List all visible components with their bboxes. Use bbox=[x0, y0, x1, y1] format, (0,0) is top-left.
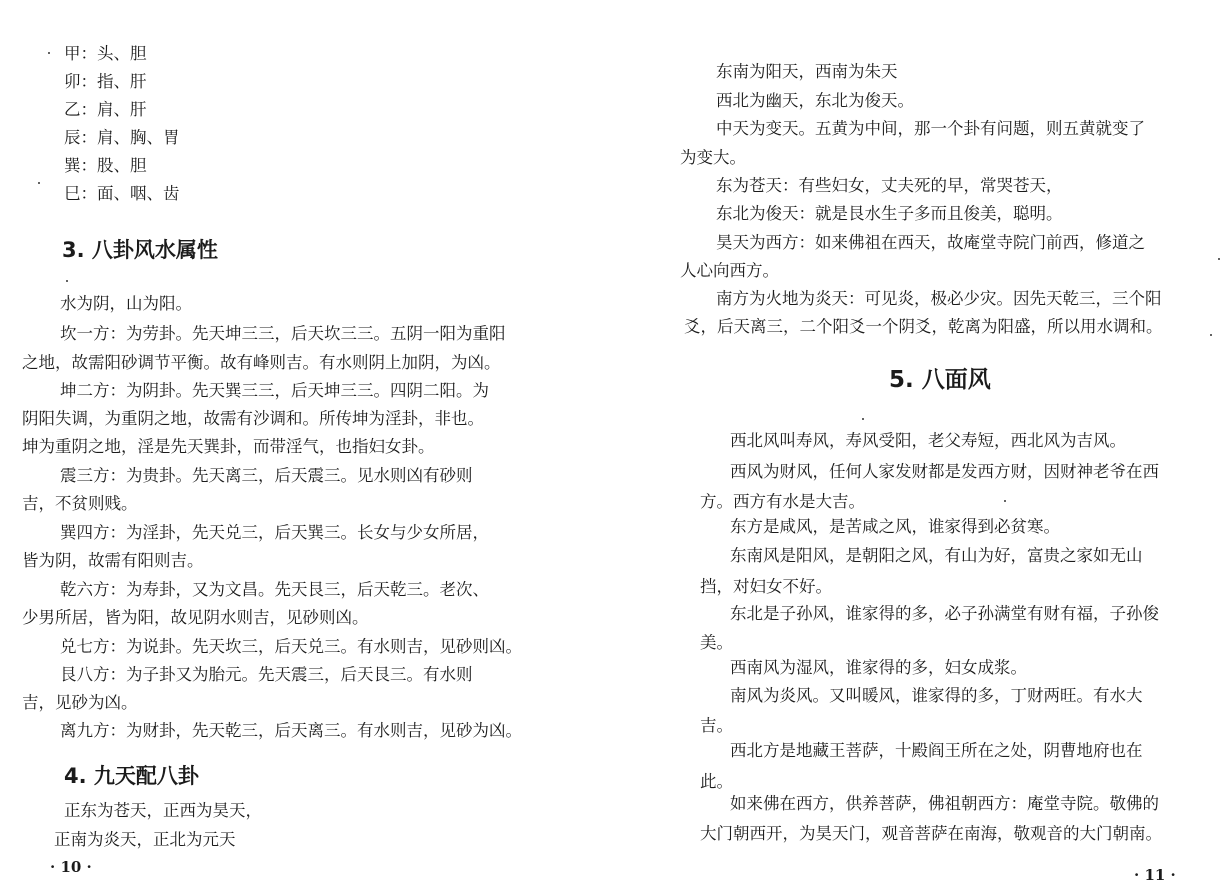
paragraph-line: 东北为俊天：就是艮水生子多而且俊美，聪明。 bbox=[716, 204, 1063, 223]
paragraph-line: 爻，后天离三，二个阳爻一个阴爻，乾离为阳盛，所以用水调和。 bbox=[684, 317, 1163, 336]
paragraph-line: 西北为幽天，东北为俊天。 bbox=[716, 91, 914, 110]
paragraph-line: 方。西方有水是大吉。 bbox=[700, 492, 865, 511]
paragraph-line: 此。 bbox=[700, 772, 733, 791]
paragraph-line: 巽四方：为淫卦，先天兑三，后天巽三。长女与少女所居， bbox=[60, 523, 489, 542]
paragraph-line: 南风为炎风。又叫暖风，谁家得的多，丁财两旺。有水大 bbox=[730, 686, 1143, 705]
paragraph-line: 吉，不贫则贱。 bbox=[22, 494, 138, 513]
paragraph-line: 东为苍天：有些妇女，丈夫死的早，常哭苍天， bbox=[716, 176, 1063, 195]
page-number-right: · 11 · bbox=[1134, 866, 1176, 884]
paragraph-line: 东北是子孙风，谁家得的多，必子孙满堂有财有福，子孙俊 bbox=[730, 604, 1159, 623]
paragraph-line: 少男所居，皆为阳，故见阴水则吉，见砂则凶。 bbox=[22, 608, 369, 627]
section-3-heading: 3. 八卦风水属性 bbox=[62, 238, 218, 262]
paragraph-line: 坎一方：为劳卦。先天坤三三，后天坎三三。五阴一阳为重阳 bbox=[60, 324, 506, 343]
paragraph-line: 乾六方：为寿卦，又为文昌。先天艮三，后天乾三。老次、 bbox=[60, 580, 489, 599]
paragraph-line: 大门朝西开，为昊天门，观音菩萨在南海，敬观音的大门朝南。 bbox=[700, 824, 1162, 843]
paragraph-line: 震三方：为贵卦。先天离三，后天震三。见水则凶有砂则 bbox=[60, 466, 473, 485]
paragraph-line: 皆为阴，故需有阳则吉。 bbox=[22, 551, 204, 570]
paragraph-line: 西风为财风，任何人家发财都是发西方财，因财神老爷在西 bbox=[730, 462, 1159, 481]
paragraph-line: 挡，对妇女不好。 bbox=[700, 577, 832, 596]
body-list-item: 辰：肩、胸、胃 bbox=[64, 128, 180, 147]
section-5-heading: 5. 八面风 bbox=[889, 367, 991, 393]
section-4-heading: 4. 九天配八卦 bbox=[64, 764, 199, 788]
print-speck bbox=[1210, 334, 1212, 336]
paragraph-line: 西北方是地藏王菩萨，十殿阎王所在之处，阴曹地府也在 bbox=[730, 741, 1143, 760]
paragraph-line: 昊天为西方：如来佛祖在西天，故庵堂寺院门前西，修道之 bbox=[716, 233, 1145, 252]
print-speck bbox=[38, 182, 40, 184]
print-speck bbox=[66, 280, 68, 282]
paragraph-line: 坤二方：为阴卦。先天巽三三，后天坤三三。四阴二阳。为 bbox=[60, 381, 489, 400]
paragraph-line: 东南为阳天，西南为朱天 bbox=[716, 62, 898, 81]
paragraph-line: 阴阳失调，为重阴之地，故需有沙调和。所传坤为淫卦，非也。 bbox=[22, 409, 484, 428]
print-speck bbox=[862, 418, 864, 420]
paragraph-line: 兑七方：为说卦。先天坎三，后天兑三。有水则吉，见砂则凶。 bbox=[60, 637, 522, 656]
body-list-item: 甲：头、胆 bbox=[64, 44, 147, 63]
body-list-item: 乙：肩、肝 bbox=[64, 100, 147, 119]
paragraph-line: 东南风是阳风，是朝阳之风，有山为好，富贵之家如无山 bbox=[730, 546, 1143, 565]
right-page bbox=[614, 0, 1228, 885]
body-list-item: 巳：面、咽、齿 bbox=[64, 184, 180, 203]
paragraph-line: 坤为重阴之地，淫是先天巽卦，而带淫气，也指妇女卦。 bbox=[22, 437, 435, 456]
paragraph-line: 南方为火地为炎天：可见炎，极必少灾。因先天乾三，三个阳 bbox=[716, 289, 1162, 308]
paragraph-line: 为变大。 bbox=[680, 148, 746, 167]
print-speck bbox=[1218, 258, 1220, 260]
paragraph-line: 中天为变天。五黄为中间，那一个卦有问题，则五黄就变了 bbox=[716, 119, 1145, 138]
paragraph-line: 离九方：为财卦，先天乾三，后天离三。有水则吉，见砂为凶。 bbox=[60, 721, 522, 740]
paragraph-line: 吉。 bbox=[700, 716, 733, 735]
page-number-left: · 10 · bbox=[50, 858, 92, 876]
paragraph-line: 东方是咸风，是苦咸之风，谁家得到必贫寒。 bbox=[730, 517, 1060, 536]
paragraph-line: 艮八方：为子卦又为胎元。先天震三，后天艮三。有水则 bbox=[60, 665, 473, 684]
paragraph-line: 之地，故需阳砂调节平衡。故有峰则吉。有水则阴上加阴，为凶。 bbox=[22, 353, 501, 372]
paragraph-line: 吉，见砂为凶。 bbox=[22, 693, 138, 712]
body-list-item: 卯：指、肝 bbox=[64, 72, 147, 91]
paragraph-line: 如来佛在西方，供养菩萨，佛祖朝西方：庵堂寺院。敬佛的 bbox=[730, 794, 1159, 813]
paragraph-line: 人心向西方。 bbox=[680, 261, 779, 280]
paragraph-line: 正东为苍天，正西为昊天， bbox=[64, 801, 262, 820]
body-list-item: 巽：股、胆 bbox=[64, 156, 147, 175]
paragraph-line: 西南风为湿风，谁家得的多，妇女成浆。 bbox=[730, 658, 1027, 677]
paragraph-line: 正南为炎天，正北为元天 bbox=[54, 830, 236, 849]
print-speck bbox=[48, 52, 50, 54]
paragraph-line: 水为阴，山为阳。 bbox=[60, 294, 192, 313]
print-speck bbox=[1004, 500, 1006, 502]
paragraph-line: 美。 bbox=[700, 633, 733, 652]
paragraph-line: 西北风叫寿风，寿风受阳，老父寿短，西北风为吉风。 bbox=[730, 431, 1126, 450]
